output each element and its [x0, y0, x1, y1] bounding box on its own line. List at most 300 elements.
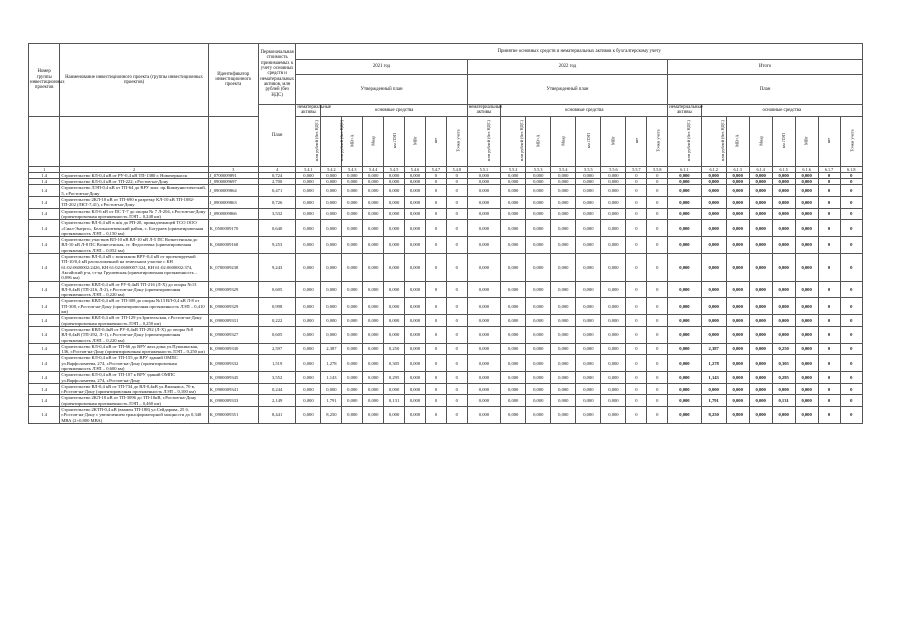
row-value-2021: 0,000: [363, 254, 384, 281]
row-value-2021: 0,000: [342, 185, 363, 197]
header-unit-mvar-2: Мвар: [749, 116, 772, 166]
row-value-2022: 0: [626, 197, 647, 209]
header-unit-km_lep-2: км ЛЭП: [772, 116, 795, 166]
row-value-2021: 0,000: [405, 395, 426, 407]
row-value-total: 0,000: [795, 355, 818, 372]
row-value-total: 0: [818, 372, 840, 384]
row-value-2021: 0,000: [296, 254, 321, 281]
row-value-2021: 0: [425, 372, 446, 384]
row-value-2022: 0,000: [526, 220, 551, 237]
column-number: 5.5.6: [601, 166, 626, 172]
row-value-total: 0: [818, 298, 840, 315]
row-project-name: Строительство КВЛ-0,4кВ от РУ-0,4кВ ТП-292 (Л-Х) до опоры №8 ВЛ-0,4кВ (ТП-292, Л-1), г.Ростов-на-Дону (ориентировочная протяженность ЛЭП – 0,220 км): [60, 326, 208, 343]
row-value-2022: 0: [647, 355, 668, 372]
row-value-2022: 0: [647, 372, 668, 384]
table-row: [29, 315, 863, 327]
row-project-id: J_0900009864: [208, 185, 258, 197]
row-value-total: 0: [840, 220, 862, 237]
row-value-total: 0,000: [772, 383, 795, 395]
row-value-2022: 0: [647, 407, 668, 424]
row-value-2022: 0,000: [601, 343, 626, 355]
row-value-2022: 0,000: [526, 185, 551, 197]
row-value-2021: 0,000: [384, 185, 405, 197]
row-value-2022: 0,000: [601, 185, 626, 197]
row-value-2022: 0,000: [601, 208, 626, 220]
row-value-2021: 0,000: [342, 197, 363, 209]
row-value-2022: 0,000: [467, 281, 500, 298]
row-value-2022: 0: [647, 220, 668, 237]
row-value-2021: 0: [446, 179, 467, 185]
row-value-2021: 0,000: [296, 281, 321, 298]
row-value-2021: 0: [425, 383, 446, 395]
row-value-2022: 0,000: [576, 372, 601, 384]
row-value-2022: 0,000: [467, 197, 500, 209]
row-plan-cost: 0,605: [258, 281, 296, 298]
row-value-2021: 0,000: [363, 343, 384, 355]
row-value-2021: 0: [446, 185, 467, 197]
row-value-total: 0,000: [795, 372, 818, 384]
row-value-total: 0: [818, 179, 840, 185]
column-number: 6.1.4: [749, 166, 772, 172]
row-value-2021: 1,791: [321, 395, 342, 407]
row-plan-cost: 0,726: [258, 197, 296, 209]
row-value-total: 0,000: [795, 185, 818, 197]
row-value-2022: 0,000: [576, 185, 601, 197]
row-value-2022: 0,000: [601, 372, 626, 384]
row-group-number: 1.4: [29, 220, 60, 237]
row-value-2021: 0,000: [363, 383, 384, 395]
row-value-2022: 0,000: [601, 383, 626, 395]
header-approved-plan-2021: Утвержденный план: [296, 75, 467, 105]
column-number: 6.1.8: [840, 166, 862, 172]
row-value-2021: 0: [425, 254, 446, 281]
row-value-2021: 0: [425, 237, 446, 254]
row-project-id: J_0900009697: [208, 179, 258, 185]
row-value-2021: 0,000: [296, 237, 321, 254]
row-value-total: 0: [840, 179, 862, 185]
row-value-total: 0,000: [726, 208, 749, 220]
row-value-2021: 0,000: [384, 281, 405, 298]
row-value-2022: 0,000: [526, 315, 551, 327]
row-value-2022: 0,000: [576, 355, 601, 372]
row-value-2021: 0: [446, 326, 467, 343]
row-value-total: 0: [818, 237, 840, 254]
row-value-total: 0: [818, 208, 840, 220]
row-value-total: 0,000: [668, 197, 701, 209]
row-plan-cost: 1,519: [258, 355, 296, 372]
row-value-total: 0,000: [749, 220, 772, 237]
row-value-2022: 0,000: [551, 185, 576, 197]
header-unit-mw-0: МВт: [405, 116, 426, 166]
row-value-2021: 0,000: [363, 395, 384, 407]
header-unit-rub-0: млн рублей (без НДС): [296, 116, 321, 166]
row-project-id: K_0900009341: [208, 383, 258, 395]
header-year-2022: 2022 год: [467, 60, 668, 75]
row-group-number: 1.4: [29, 185, 60, 197]
row-value-2021: 0: [446, 208, 467, 220]
row-value-2022: 0,000: [467, 220, 500, 237]
row-value-2022: 0,000: [576, 315, 601, 327]
row-value-2021: 0,000: [296, 326, 321, 343]
row-group-number: 1.4: [29, 298, 60, 315]
row-value-2022: 0,000: [526, 407, 551, 424]
row-value-total: 0,000: [701, 220, 726, 237]
row-value-total: 0,000: [749, 185, 772, 197]
row-value-2021: 0: [446, 281, 467, 298]
row-project-id: K_0900009333: [208, 395, 258, 407]
row-value-2022: 0,000: [501, 185, 526, 197]
row-value-2022: 0: [647, 343, 668, 355]
row-value-2022: 0: [626, 185, 647, 197]
row-project-name: Строительство КВЛ-0,4 кВ от ТП-129 ул.Зрительская, г.Ростов-на-Дону (ориентировочная протяженность ЛЭП – 0,250 км): [60, 315, 208, 327]
row-value-2021: 0,000: [321, 315, 342, 327]
row-value-2022: 0,000: [601, 197, 626, 209]
header-unit-mw-1: МВт: [601, 116, 626, 166]
row-project-id: K_0900009331: [208, 315, 258, 327]
row-plan-cost: 8,441: [258, 407, 296, 424]
row-value-2022: 0,000: [601, 407, 626, 424]
row-value-total: 0,000: [701, 254, 726, 281]
row-value-2021: 0,295: [384, 372, 405, 384]
row-value-2022: 0,000: [467, 254, 500, 281]
row-value-total: 0,000: [668, 298, 701, 315]
table-row: [29, 237, 863, 254]
table-row: [29, 372, 863, 384]
header-unit-rub-0: млн рублей (без НДС): [321, 116, 342, 166]
row-plan-cost: 0,222: [258, 315, 296, 327]
row-value-total: 0,000: [795, 298, 818, 315]
column-number: 5.4.1: [296, 166, 321, 172]
row-value-total: 0,000: [772, 254, 795, 281]
row-value-2021: 0: [446, 197, 467, 209]
row-value-2022: 0,000: [601, 298, 626, 315]
row-value-total: 0,000: [749, 172, 772, 178]
header-unit-other-0: шт: [425, 116, 446, 166]
row-value-2021: 0,000: [363, 355, 384, 372]
column-number: 6.1.6: [795, 166, 818, 172]
row-value-2022: 0,000: [576, 237, 601, 254]
row-value-total: 0,000: [726, 172, 749, 178]
row-value-2022: 0,000: [501, 172, 526, 178]
row-value-2021: 0,000: [405, 237, 426, 254]
column-number: 5.5.8: [647, 166, 668, 172]
row-value-2021: 0: [425, 315, 446, 327]
column-number: 5.5.3: [526, 166, 551, 172]
column-number: 6.1.7: [818, 166, 840, 172]
row-group-number: 1.4: [29, 407, 60, 424]
row-value-2021: 0,000: [342, 383, 363, 395]
row-project-id: K_0900009345: [208, 372, 258, 384]
row-value-2021: 0,000: [405, 172, 426, 178]
header-unit-points-0: Точки учета: [446, 116, 467, 166]
row-value-total: 0,000: [726, 355, 749, 372]
row-value-total: 0: [818, 355, 840, 372]
table-row: [29, 383, 863, 395]
row-value-2021: 0,000: [342, 326, 363, 343]
row-value-2022: 0,000: [601, 237, 626, 254]
row-value-2021: 0,000: [384, 208, 405, 220]
row-value-2021: 0,000: [321, 254, 342, 281]
row-value-2022: 0,000: [467, 355, 500, 372]
row-value-total: 0: [840, 383, 862, 395]
row-value-total: 0,000: [701, 298, 726, 315]
row-value-2022: 0,000: [526, 254, 551, 281]
row-value-2022: 0,000: [467, 343, 500, 355]
row-value-2022: 0,000: [601, 254, 626, 281]
row-value-total: 0,000: [668, 185, 701, 197]
row-value-2021: 0,000: [342, 395, 363, 407]
row-plan-cost: 3,552: [258, 372, 296, 384]
row-value-2021: 0,000: [384, 315, 405, 327]
row-value-total: 0,000: [701, 281, 726, 298]
row-value-2021: 0,000: [321, 179, 342, 185]
row-project-name: Строительство ЛЭП-0,4 кВ от ТП-64 до ВРУ жил. пр.Коммунистический, 5, г.Ростов-на-Дону: [60, 185, 208, 197]
row-value-total: 0,000: [772, 179, 795, 185]
row-value-2022: 0,000: [501, 355, 526, 372]
row-value-total: 0,000: [795, 407, 818, 424]
row-plan-cost: 0,605: [258, 326, 296, 343]
row-project-id: K_0600009168: [208, 237, 258, 254]
row-value-2021: 0,000: [405, 208, 426, 220]
row-value-2022: 0,000: [551, 220, 576, 237]
row-value-2022: 0,000: [501, 220, 526, 237]
row-plan-cost: 9,253: [258, 237, 296, 254]
row-value-2021: 0: [425, 343, 446, 355]
row-value-total: 0: [840, 208, 862, 220]
row-value-2022: 0,000: [467, 383, 500, 395]
row-group-number: 1.4: [29, 197, 60, 209]
header-unit-mw-2: МВт: [795, 116, 818, 166]
row-value-2022: 0: [647, 254, 668, 281]
table-row: [29, 185, 863, 197]
row-project-name: Строительство КВЛ-0,4 кВ от РУ-0,4кВ ТП-216 (Л-Х) до опоры №13 ВЛ-0,4кВ (ТП-216, Л-2), г.Ростов-на-Дону (ориентировочная протяженность ЛЭП – 0,220 км): [60, 281, 208, 298]
row-project-id: J_0900009863: [208, 197, 258, 209]
row-value-total: 0: [818, 343, 840, 355]
row-value-2022: 0,000: [551, 197, 576, 209]
row-value-2022: 0: [647, 395, 668, 407]
row-value-2021: 0: [446, 220, 467, 237]
row-value-2022: 0,000: [526, 208, 551, 220]
row-value-total: 0: [818, 254, 840, 281]
row-value-2022: 0: [626, 179, 647, 185]
column-number: 3: [208, 166, 258, 172]
row-value-2022: 0,000: [551, 383, 576, 395]
row-value-2022: 0,000: [501, 208, 526, 220]
row-value-2022: 0,000: [601, 315, 626, 327]
row-value-total: 0: [818, 315, 840, 327]
row-value-2022: 0: [626, 208, 647, 220]
row-value-2022: 0: [647, 179, 668, 185]
row-project-name: Строительство 2КЛ-10 кВ от ТП-3096 до ТП-10кВ, г.Ростов-на-Дону (ориентировочная протяженность ЛЭП – 0,460 км): [60, 395, 208, 407]
row-value-total: 0,000: [726, 197, 749, 209]
table-row: [29, 208, 863, 220]
row-value-2022: 0,000: [467, 315, 500, 327]
header-year-total: Итого: [668, 60, 863, 75]
row-value-2021: 0,000: [342, 355, 363, 372]
row-value-2021: 0,000: [296, 208, 321, 220]
row-value-2022: 0,000: [501, 395, 526, 407]
header-unit-rub-2: млн рублей (без НДС): [701, 116, 726, 166]
row-project-name: Строительство КЛ-0,4 кВ от ТП-155 до ВРУ зданий ОМПС ул.Варфоломеева, 274, г.Ростов-на-Дону (ориентировочная протяженность ЛЭП – 0,600 км): [60, 355, 208, 372]
row-value-total: 0,250: [772, 343, 795, 355]
row-value-total: 0,000: [795, 326, 818, 343]
row-value-2022: 0,000: [501, 179, 526, 185]
row-value-2022: 0,000: [551, 372, 576, 384]
row-value-2022: 0,000: [526, 172, 551, 178]
row-value-2021: 0: [425, 197, 446, 209]
row-value-2022: 0,000: [551, 237, 576, 254]
table-row: [29, 343, 863, 355]
row-value-total: 0,000: [749, 326, 772, 343]
row-value-2021: 0,000: [405, 383, 426, 395]
row-value-total: 1,791: [701, 395, 726, 407]
row-value-2022: 0: [647, 298, 668, 315]
header-unit-mva-0: МВ×А: [342, 116, 363, 166]
row-value-total: 0,000: [668, 355, 701, 372]
row-value-total: 0,000: [772, 281, 795, 298]
row-plan-cost: 2,149: [258, 395, 296, 407]
row-value-2021: 0,000: [363, 372, 384, 384]
row-group-number: 1.4: [29, 326, 60, 343]
row-value-2021: 0,000: [405, 407, 426, 424]
row-value-2021: 0,000: [296, 220, 321, 237]
row-value-2021: 0,000: [363, 281, 384, 298]
row-value-total: 0,000: [701, 172, 726, 178]
row-value-total: 0,000: [795, 197, 818, 209]
row-value-2022: 0,000: [501, 298, 526, 315]
row-project-id: K_0900009330: [208, 343, 258, 355]
row-value-total: 0,000: [772, 172, 795, 178]
row-value-total: 0: [818, 281, 840, 298]
row-value-total: 0,305: [772, 355, 795, 372]
row-value-2021: 0,000: [321, 220, 342, 237]
row-value-total: 0,000: [668, 395, 701, 407]
header-unit-points-1: Точки учета: [647, 116, 668, 166]
row-value-2021: 0: [446, 298, 467, 315]
row-value-2022: 0,000: [576, 383, 601, 395]
row-value-2021: 0,000: [363, 407, 384, 424]
row-value-2021: 0: [425, 208, 446, 220]
row-value-2022: 0: [626, 220, 647, 237]
row-value-2021: 0,000: [296, 315, 321, 327]
row-value-total: 0,000: [668, 220, 701, 237]
row-value-2021: 0: [425, 172, 446, 178]
row-value-2021: 0,000: [405, 281, 426, 298]
row-value-2022: 0: [647, 172, 668, 178]
table-row: [29, 355, 863, 372]
row-group-number: 1.4: [29, 383, 60, 395]
row-value-total: 0,000: [772, 185, 795, 197]
row-value-2021: 0,000: [363, 197, 384, 209]
row-value-2022: 0: [626, 315, 647, 327]
row-value-total: 1,143: [701, 372, 726, 384]
row-value-total: 0,000: [795, 395, 818, 407]
row-value-2022: 0,000: [551, 407, 576, 424]
table-row: [29, 395, 863, 407]
row-value-total: 0,000: [668, 315, 701, 327]
row-value-2021: 0,000: [342, 343, 363, 355]
row-value-total: 0,000: [772, 197, 795, 209]
row-value-total: 0,000: [701, 197, 726, 209]
row-value-2022: 0: [647, 237, 668, 254]
row-value-total: 0,000: [726, 395, 749, 407]
row-value-total: 0,000: [726, 254, 749, 281]
row-value-total: 0: [818, 185, 840, 197]
header-fixed-assets-2022: основные средства: [501, 105, 668, 117]
header-blank-2: [60, 116, 208, 166]
row-value-total: 2,387: [701, 343, 726, 355]
row-value-total: 0: [840, 315, 862, 327]
row-project-name: Строительство КВЛ-0,4 кВ от ТП-308 до опоры №13 ВЛ-0,4 кВ Л-8 от ТП-308, г.Ростов-на-Дону (ориентировочная протяженность ЛЭП – 0,410 км): [60, 298, 208, 315]
row-plan-cost: 0,471: [258, 185, 296, 197]
row-value-2022: 0,000: [601, 355, 626, 372]
row-value-2021: 0: [425, 179, 446, 185]
row-group-number: 1.4: [29, 372, 60, 384]
row-value-2022: 0,000: [526, 395, 551, 407]
row-value-2022: 0,000: [467, 407, 500, 424]
row-value-2022: 0,000: [576, 197, 601, 209]
header-unit-rub-1: млн рублей (без НДС): [467, 116, 500, 166]
header-top-title: Принятие основных средств и нематериальных активов к бухгалтерскому учету: [296, 44, 863, 60]
row-value-2021: 0,000: [384, 254, 405, 281]
row-value-2021: 8,250: [321, 407, 342, 424]
row-value-2022: 0,000: [576, 220, 601, 237]
row-value-total: 0,000: [795, 179, 818, 185]
row-value-2021: 0,000: [321, 383, 342, 395]
row-value-2021: 0,000: [363, 220, 384, 237]
row-value-total: 0: [840, 355, 862, 372]
row-value-2021: 0,000: [342, 237, 363, 254]
row-value-total: 0: [840, 254, 862, 281]
row-value-2021: 0: [446, 172, 467, 178]
row-value-2021: 0,000: [384, 326, 405, 343]
row-value-2022: 0: [647, 315, 668, 327]
row-value-total: 0,000: [749, 383, 772, 395]
row-project-name: Строительство 2КТП-0,4 кВ (взамен ТП-188) ул.Сейдарова, 25 б, г.Ростов-на-Дону с увеличением трансформаторной мощности до 0,348 МВА (2×0,800 МВА): [60, 407, 208, 424]
column-number: 5.5.2: [501, 166, 526, 172]
row-value-2021: 0: [446, 254, 467, 281]
row-project-id: K_0900009329: [208, 281, 258, 298]
row-value-2022: 0: [626, 407, 647, 424]
column-number: 5.4.5: [384, 166, 405, 172]
column-number: 6.1.3: [726, 166, 749, 172]
row-value-2021: 0,000: [342, 220, 363, 237]
row-value-total: 0,000: [749, 407, 772, 424]
row-project-name: Строительство ВЛ-0,4 кВ с монтажом ВРУ-0,4 кВ от проектируемой ТП-10/0,4 кВ расположенной на земельном участке с КН 61:02:0600002:2426, КН 61:02:0600007:324, КН 61:02:0600002:374, Аксайский р-н, ст-ца Грушевская (ориентировочная протяженность – 0,096 км): [60, 254, 208, 281]
row-value-2021: 0,000: [342, 372, 363, 384]
column-number: 5.5.1: [467, 166, 500, 172]
row-value-total: 0,000: [749, 197, 772, 209]
row-value-2022: 0,000: [551, 355, 576, 372]
header-project-id: Идентификатор инвестиционного проекта: [208, 44, 258, 117]
row-value-2021: 0,000: [296, 343, 321, 355]
table-row: [29, 407, 863, 424]
row-value-2022: 0,000: [467, 179, 500, 185]
row-value-2022: 0,000: [467, 237, 500, 254]
row-project-name: Строительство участков ВЛ-10 кВ ВЛ-10 кВ Л-5 ПС Вознесенская до ВЛ-10 кВ Л-8 ПС Вознесенская, ст. Федосеевка (ориентировочная протяженность ЛЭП – 0,052 км): [60, 237, 208, 254]
table-row: [29, 254, 863, 281]
row-value-2021: 0,000: [363, 179, 384, 185]
row-value-total: 0: [818, 172, 840, 178]
column-number: 4: [258, 166, 296, 172]
row-project-id: J_0900009866: [208, 208, 258, 220]
row-value-total: 0: [840, 197, 862, 209]
row-project-name: Строительство ВЛ-0,4 кВ в ж/к до РП-20, принадлежащей ТСО ООО «Сиал-Энерго», Белокалитвенский район, с. Богураев (ориентировочная протяженность ЛЭП – 0,150 км): [60, 220, 208, 237]
header-unit-km_lep-1: км ЛЭП: [576, 116, 601, 166]
row-value-total: 0,000: [795, 237, 818, 254]
row-value-2021: 0,000: [405, 179, 426, 185]
header-year-2021: 2021 год: [296, 60, 467, 75]
